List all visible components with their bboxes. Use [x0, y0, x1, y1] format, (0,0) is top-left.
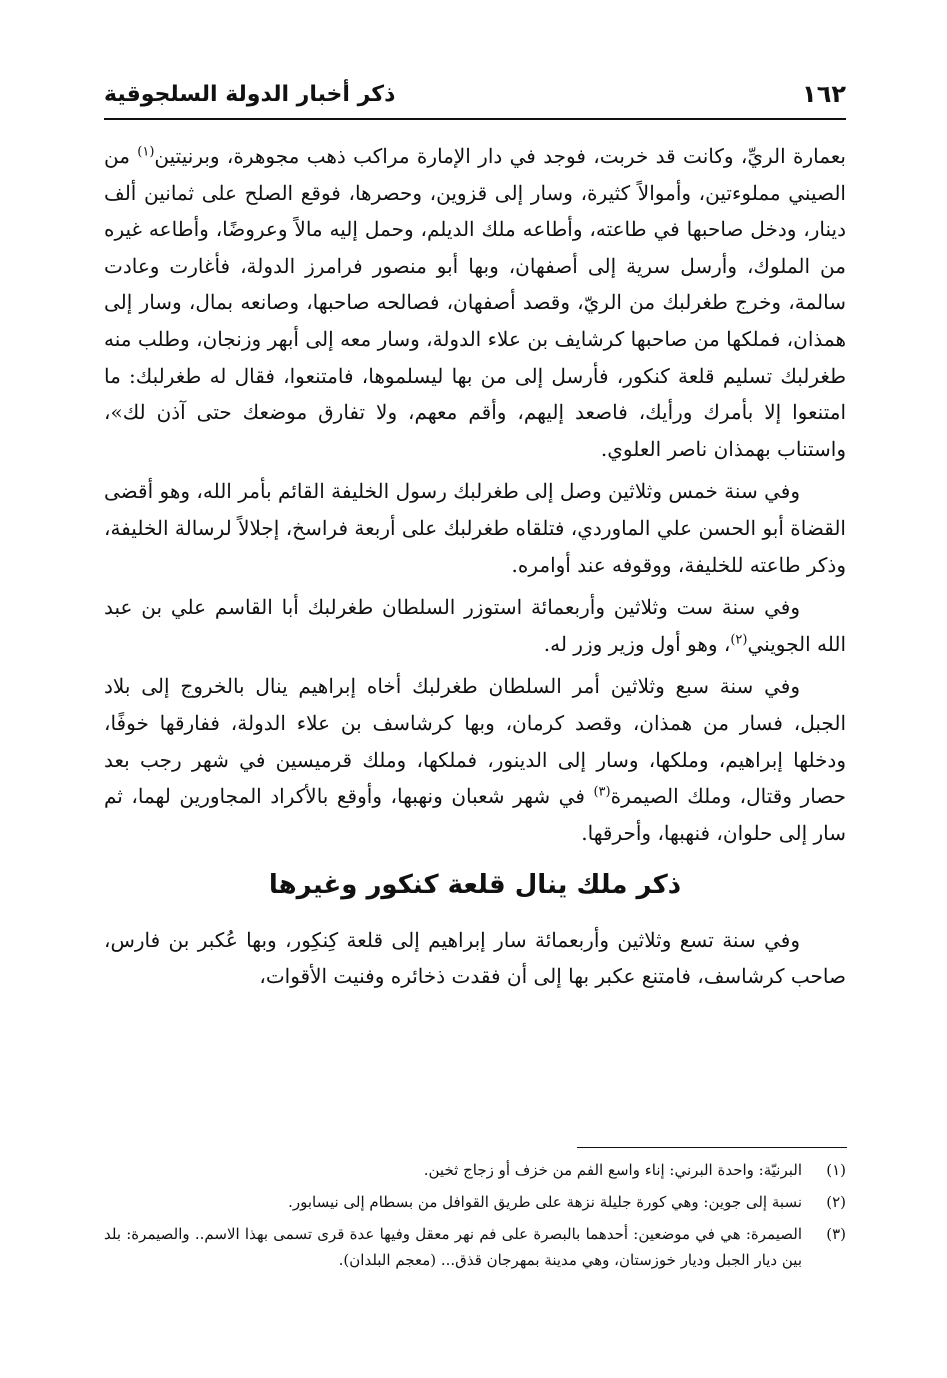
paragraph-text: في شهر شعبان ونهبها، وأوقع بالأكراد المجاورين لهما، ثم سار إلى حلوان، فنهبها، وأحرقها. [104, 784, 846, 845]
section-heading: ذكر ملك ينال قلعة كنكور وغيرها [268, 870, 682, 901]
footnote-number: (٢) [826, 1193, 846, 1211]
footnote [104, 1221, 846, 1273]
paragraph: وفي سنة خمس وثلاثين وصل إلى طغرلبك رسول الخليفة القائم بأمر الله، وهو أقضى القضاة أبو الحسن علي الماوردي، فتلقاه طغرلبك على أربعة فراسخ، إجلالاً لرسالة الخليفة، وذكر طاعته للخليفة، ووقوفه عند أوامره. [104, 479, 846, 577]
paragraph-text: ، وهو أول وزير وزر له. [543, 631, 731, 656]
paragraph [104, 138, 846, 467]
footnotes [104, 1157, 846, 1279]
footnote-ref: (١) [137, 144, 155, 160]
paragraph: وفي سنة تسع وثلاثين وأربعمائة سار إبراهيم إلى قلعة كِنكِور، وبها عُكبر بن فارس، صاحب كرشاسف، فامتنع عكبر بها إلى أن فقدت ذخائره وفنيت الأقوات، [104, 927, 846, 989]
page-number: ١٦٢ [802, 80, 846, 108]
footnote [104, 1157, 846, 1183]
paragraph-text: من الصيني مملوءتين، وأموالاً كثيرة، وسار إلى قزوين، وحصرها، فوقع الصلح على ثمانين ألف دينار، ودخل صاحبها في طاعته، وأطاعه ملك الديلم، وحمل إليه مالاً وعروضًا، وأطاعه غيره من الملوك، وأرسل سرية إلى أصفهان، وبها أبو منصور فرامرز الدولة، فأغارت وعادت سالمة، وخرج طغرلبك من الريّ، وقصد أصفهان، فصالحه صاحبها، وصانعه بمال، وسار إلى همذان، فملكها من صاحبها كرشايف بن علاء الدولة، وسار معه إلى أبهر وزنجان، وطلب منه طغرلبك تسليم قلعة كنكور، فأرسل إلى من بها ليسلموها، فامتنعوا، فقال له طغرلبك: ما امتنعوا إلا بأمرك ورأيك، فاصعد إليهم، وأقم معهم، ولا تفارق موضعك حتى آذن لك»، واستناب بهمذان ناصر العلوي. [104, 144, 847, 461]
paragraph-text: بعمارة الريِّ، وكانت قد خربت، فوجد في دار الإمارة مراكب ذهب مجوهرة، وبرنيتين [154, 144, 847, 168]
paragraph [104, 668, 846, 851]
paragraph [104, 589, 846, 662]
footnote-text: نسبة إلى جوين: وهي كورة جليلة نزهة على طريق القوافل من بسطام إلى نيسابور. [288, 1193, 802, 1211]
main-text [104, 138, 846, 1001]
footnote-ref: (٣) [593, 784, 611, 800]
footnote-divider [577, 1147, 847, 1148]
footnote-number: (٣) [826, 1225, 846, 1243]
paragraph-text: وفي سنة سبع وثلاثين أمر السلطان طغرلبك أخاه إبراهيم ينال بالخروج إلى بلاد الجبل، فسار من همذان، وقصد كرمان، وبها كرشاسف بن علاء الدولة، ففارقها خوفًا، ودخلها إبراهيم، وملكها، وسار إلى الدينور، فملكها، وملك قرميسين في شهر رجب بعد حصار وقتال، وملك الصيمرة [104, 674, 846, 809]
footnote [104, 1189, 846, 1215]
footnote-number: (١) [826, 1161, 846, 1179]
footnote-text: الصيمرة: هي في موضعين: أحدهما بالبصرة على فم نهر معقل وفيها عدة قرى تسمى بهذا الاسم.. والصيمرة: بلد بين ديار الجبل وديار خوزستان، وهي مدينة بمهرجان قذق... (معجم البلدان). [104, 1225, 802, 1269]
running-title: ذكر أخبار الدولة السلجوقية [104, 82, 396, 107]
paragraph-text: وفي سنة ست وثلاثين وأربعمائة استوزر السلطان طغرلبك أبا القاسم علي بن عبد الله الجويني [104, 595, 846, 656]
footnote-text: البرنيّة: واحدة البرني: إناء واسع الفم من خزف أو زجاج ثخين. [423, 1161, 802, 1179]
footnote-ref: (٢) [730, 632, 748, 648]
running-header [104, 78, 846, 120]
